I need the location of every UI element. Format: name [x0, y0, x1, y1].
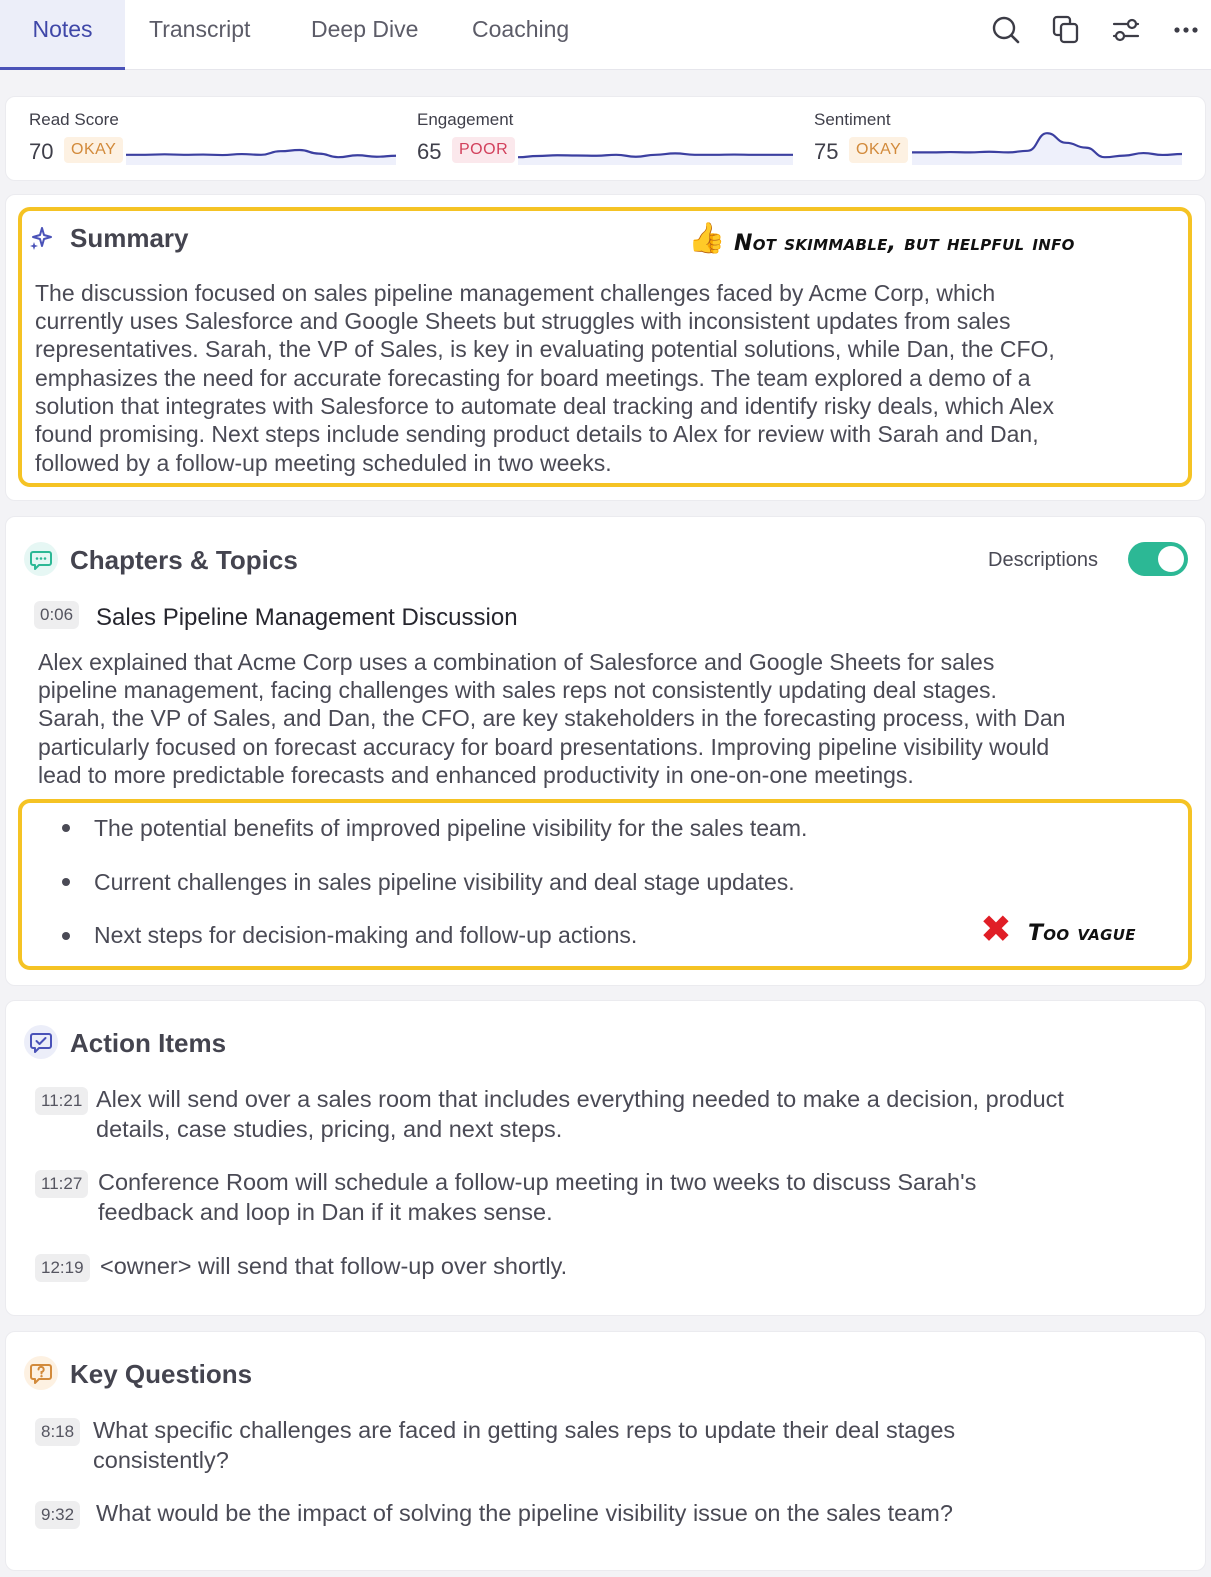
summary-annotation: Not skimmable, but helpful info [734, 231, 1075, 256]
summary-card [5, 194, 1206, 501]
chat-bubble-icon [24, 542, 58, 576]
topic-item: Current challenges in sales pipeline visibility and deal stage updates. [94, 869, 795, 895]
read-score-sparkline [126, 135, 396, 165]
tab-coaching[interactable]: Coaching [472, 16, 570, 42]
chapter-description-line: lead to more predictable forecasts and enhanced productivity in one-on-one meetings. [38, 762, 914, 788]
chapters-card [5, 516, 1206, 986]
sparkline-area [126, 150, 396, 165]
action-item-line: details, case studies, pricing, and next steps. [96, 1116, 563, 1142]
action-item-line: feedback and loop in Dan if it makes sense. [98, 1199, 553, 1225]
summary-title: Summary [70, 223, 189, 253]
topic-item: Next steps for decision-making and follow-up actions. [94, 922, 638, 948]
chapter-title[interactable]: Sales Pipeline Management Discussion [96, 604, 518, 631]
more-options-icon[interactable] [1168, 12, 1204, 48]
question-timestamp[interactable]: 9:32 [35, 1501, 80, 1529]
sentiment-label: Sentiment [814, 110, 891, 129]
filter-settings-icon[interactable] [1108, 12, 1144, 48]
action-item-timestamp[interactable]: 12:19 [35, 1254, 90, 1282]
chapter-description-line: Alex explained that Acme Corp uses a combination of Salesforce and Google Sheets for sales [38, 649, 995, 675]
question-line: What specific challenges are faced in getting sales reps to update their deal stages [93, 1417, 956, 1443]
action-item-line: Alex will send over a sales room that includes everything needed to make a decision, product [96, 1086, 1064, 1112]
tab-bar [0, 0, 1211, 70]
chapter-description-line: particularly focused on forecast accuracy for board presentations. Improving pipeline visibility would [38, 734, 1050, 760]
summary-line: representatives. Sarah, the VP of Sales, is key in evaluating potential solutions, while Dan, the CFO, [35, 336, 1055, 362]
key-questions-title: Key Questions [70, 1359, 253, 1389]
copy-icon[interactable] [1049, 12, 1085, 48]
action-items-title: Action Items [70, 1028, 227, 1058]
action-item-line: <owner> will send that follow-up over shortly. [100, 1253, 568, 1279]
question-message-icon [24, 1356, 58, 1390]
sentiment-sparkline [912, 127, 1182, 165]
action-item-line: Conference Room will schedule a follow-up meeting in two weeks to discuss Sarah's [98, 1169, 977, 1195]
engagement-value: 65 [417, 139, 442, 164]
tab-notes[interactable]: Notes [0, 0, 125, 70]
topic-item: The potential benefits of improved pipeline visibility for the sales team. [94, 815, 808, 841]
engagement-label: Engagement [417, 110, 514, 129]
summary-line: The discussion focused on sales pipeline management challenges faced by Acme Corp, which [35, 280, 996, 306]
descriptions-label: Descriptions [988, 549, 1099, 571]
question-line: What would be the impact of solving the pipeline visibility issue on the sales team? [96, 1500, 953, 1526]
summary-line: solution that integrates with Salesforce to automate deal tracking and identify risky deals, which Alex [35, 393, 1054, 419]
summary-line: found promising. Next steps include sending product details to Alex for review with Sarah and Dan, [35, 421, 1039, 447]
sentiment-badge: OKAY [849, 137, 908, 163]
tab-deep-dive[interactable]: Deep Dive [311, 16, 419, 42]
check-message-icon [24, 1025, 58, 1059]
chapter-description-line: Sarah, the VP of Sales, and Dan, the CFO, are key stakeholders in the forecasting process, with Dan [38, 705, 1066, 731]
chapters-title: Chapters & Topics [70, 545, 298, 575]
search-icon[interactable] [988, 12, 1024, 48]
scores-card [5, 96, 1206, 181]
sparkle-icon [24, 221, 58, 255]
action-items-card [5, 1000, 1206, 1316]
engagement-sparkline [518, 135, 793, 165]
summary-line: emphasizes the need for accurate forecasting for board meetings. The team explored a demo of a [35, 365, 1031, 391]
action-item-timestamp[interactable]: 11:21 [35, 1087, 88, 1115]
action-item-timestamp[interactable]: 11:27 [35, 1170, 88, 1198]
topics-annotation: Too vague [1028, 921, 1136, 946]
read-score-value: 70 [29, 139, 54, 164]
question-line: consistently? [93, 1447, 229, 1473]
bullet-dot [62, 878, 70, 886]
sparkline-area [912, 133, 1182, 165]
tab-transcript[interactable]: Transcript [149, 16, 251, 42]
summary-annotation-emoji: 👍 [688, 221, 726, 256]
summary-line: currently uses Salesforce and Google Sheets but struggles with inconsistent updates from sales [35, 308, 1011, 334]
descriptions-toggle[interactable] [1128, 542, 1188, 576]
summary-line: followed by a follow-up meeting scheduled in two weeks. [35, 450, 612, 476]
key-questions-card [5, 1331, 1206, 1571]
read-score-label: Read Score [29, 110, 119, 129]
sentiment-value: 75 [814, 139, 839, 164]
read-score-badge: OKAY [64, 137, 123, 163]
toggle-knob [1158, 546, 1184, 572]
chapter-timestamp[interactable]: 0:06 [34, 601, 79, 629]
topics-annotation-mark: ✖ [980, 907, 1013, 951]
engagement-badge: POOR [452, 137, 515, 163]
chapter-description-line: pipeline management, facing challenges with sales reps not consistently updating deal stages. [38, 677, 997, 703]
question-timestamp[interactable]: 8:18 [35, 1418, 80, 1446]
bullet-dot [62, 932, 70, 940]
bullet-dot [62, 824, 70, 832]
